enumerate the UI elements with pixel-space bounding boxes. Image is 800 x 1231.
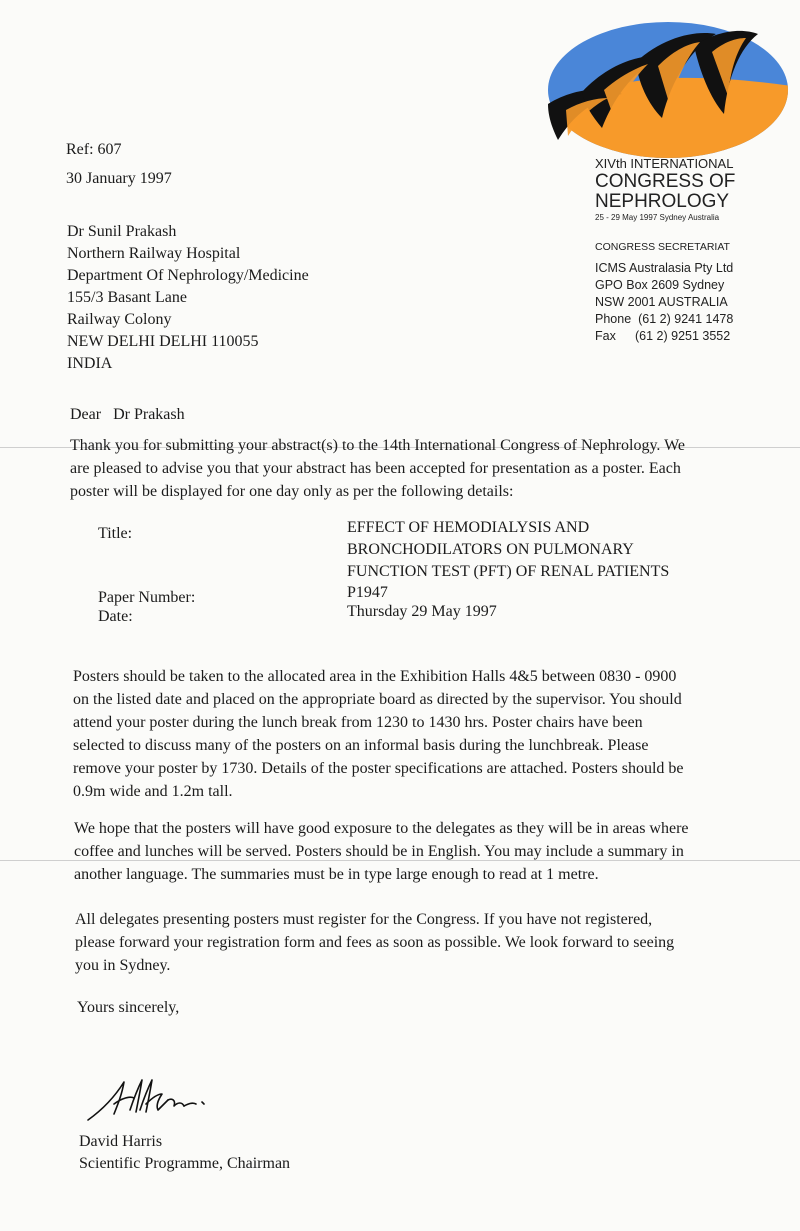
fax-number: (61 2) 9251 3552 <box>635 329 731 343</box>
paragraph-line: you in Sydney. <box>75 957 171 974</box>
paragraph-line: attend your poster during the lunch break from 1230 to 1430 hrs. Poster chairs have been <box>73 714 643 731</box>
salutation: Dear Dr Prakash <box>70 406 185 423</box>
paragraph-line: All delegates presenting posters must register for the Congress. If you have not registered, <box>75 911 653 928</box>
signer-title: Scientific Programme, Chairman <box>79 1155 291 1172</box>
recipient-line: 155/3 Basant Lane <box>67 289 187 306</box>
intro-line: are pleased to advise you that your abstract has been accepted for presentation as a poster. Each <box>70 460 681 477</box>
congress-name-line1: CONGRESS OF <box>595 171 736 192</box>
recipient-line: NEW DELHI DELHI 110055 <box>67 333 259 350</box>
title-label: Title: <box>98 525 133 542</box>
paper-number-label: Paper Number: <box>98 589 196 606</box>
closing: Yours sincerely, <box>77 999 180 1016</box>
paragraph-line: on the listed date and placed on the appropriate board as directed by the supervisor. You should <box>73 691 682 708</box>
intro-line: Thank you for submitting your abstract(s) to the 14th International Congress of Nephrology. We <box>70 437 686 454</box>
date-label: Date: <box>98 608 133 625</box>
poster-title-line: EFFECT OF HEMODIALYSIS AND <box>347 519 590 536</box>
paragraph-line: please forward your registration form and fees as soon as possible. We look forward to seeing <box>75 934 675 951</box>
intro-paragraph <box>70 434 685 503</box>
phone-label: Phone <box>595 312 632 326</box>
recipient-line: Department Of Nephrology/Medicine <box>67 267 309 284</box>
paragraph-line: We hope that the posters will have good exposure to the delegates as they will be in areas where <box>74 820 689 837</box>
letter-date: 30 January 1997 <box>66 170 172 187</box>
date-value: Thursday 29 May 1997 <box>347 603 497 620</box>
letter-ref: Ref: 607 <box>66 141 122 158</box>
poster-title-line: BRONCHODILATORS ON PULMONARY <box>347 541 634 558</box>
secretariat-heading: CONGRESS SECRETARIAT <box>595 241 730 253</box>
registration-paragraph <box>75 908 674 977</box>
secretariat-address-line: GPO Box 2609 Sydney <box>595 278 725 292</box>
paragraph-line: 0.9m wide and 1.2m tall. <box>73 783 233 800</box>
secretariat-fax <box>595 328 733 345</box>
congress-logo <box>544 18 792 160</box>
signature <box>84 1070 224 1126</box>
paragraph-line: another language. The summaries must be in type large enough to read at 1 metre. <box>74 866 599 883</box>
intro-line: poster will be displayed for one day only as per the following details: <box>70 483 514 500</box>
congress-edition: XIVth INTERNATIONAL <box>595 156 734 171</box>
recipient-name: Dr Sunil Prakash <box>67 223 177 240</box>
paragraph-line: coffee and lunches will be served. Posters should be in English. You may include a summary in <box>74 843 684 860</box>
congress-dates: 25 - 29 May 1997 Sydney Australia <box>595 213 720 222</box>
paragraph-line: remove your poster by 1730. Details of the poster specifications are attached. Posters should be <box>73 760 684 777</box>
instructions-paragraph <box>73 665 684 803</box>
paragraph-line: selected to discuss many of the posters on an informal basis during the lunchbreak. Please <box>73 737 649 754</box>
fax-label: Fax <box>595 329 616 343</box>
paragraph-line: Posters should be taken to the allocated area in the Exhibition Halls 4&5 between 0830 - 0900 <box>73 668 677 685</box>
phone-number: (61 2) 9241 1478 <box>638 312 734 326</box>
paper-number-value: P1947 <box>347 584 388 601</box>
poster-title-line: FUNCTION TEST (PFT) OF RENAL PATIENTS <box>347 563 670 580</box>
signer-name: David Harris <box>79 1133 163 1150</box>
recipient-line: Northern Railway Hospital <box>67 245 241 262</box>
poster-title <box>347 517 669 583</box>
secretariat-address-line: ICMS Australasia Pty Ltd <box>595 261 734 275</box>
secretariat-address <box>595 260 733 345</box>
congress-name-line2: NEPHROLOGY <box>595 191 730 212</box>
recipient-line: INDIA <box>67 355 113 372</box>
recipient-line: Railway Colony <box>67 311 172 328</box>
exposure-paragraph <box>74 817 689 886</box>
recipient-address <box>67 221 309 375</box>
secretariat-phone <box>595 311 733 328</box>
secretariat-address-line: NSW 2001 AUSTRALIA <box>595 295 728 309</box>
